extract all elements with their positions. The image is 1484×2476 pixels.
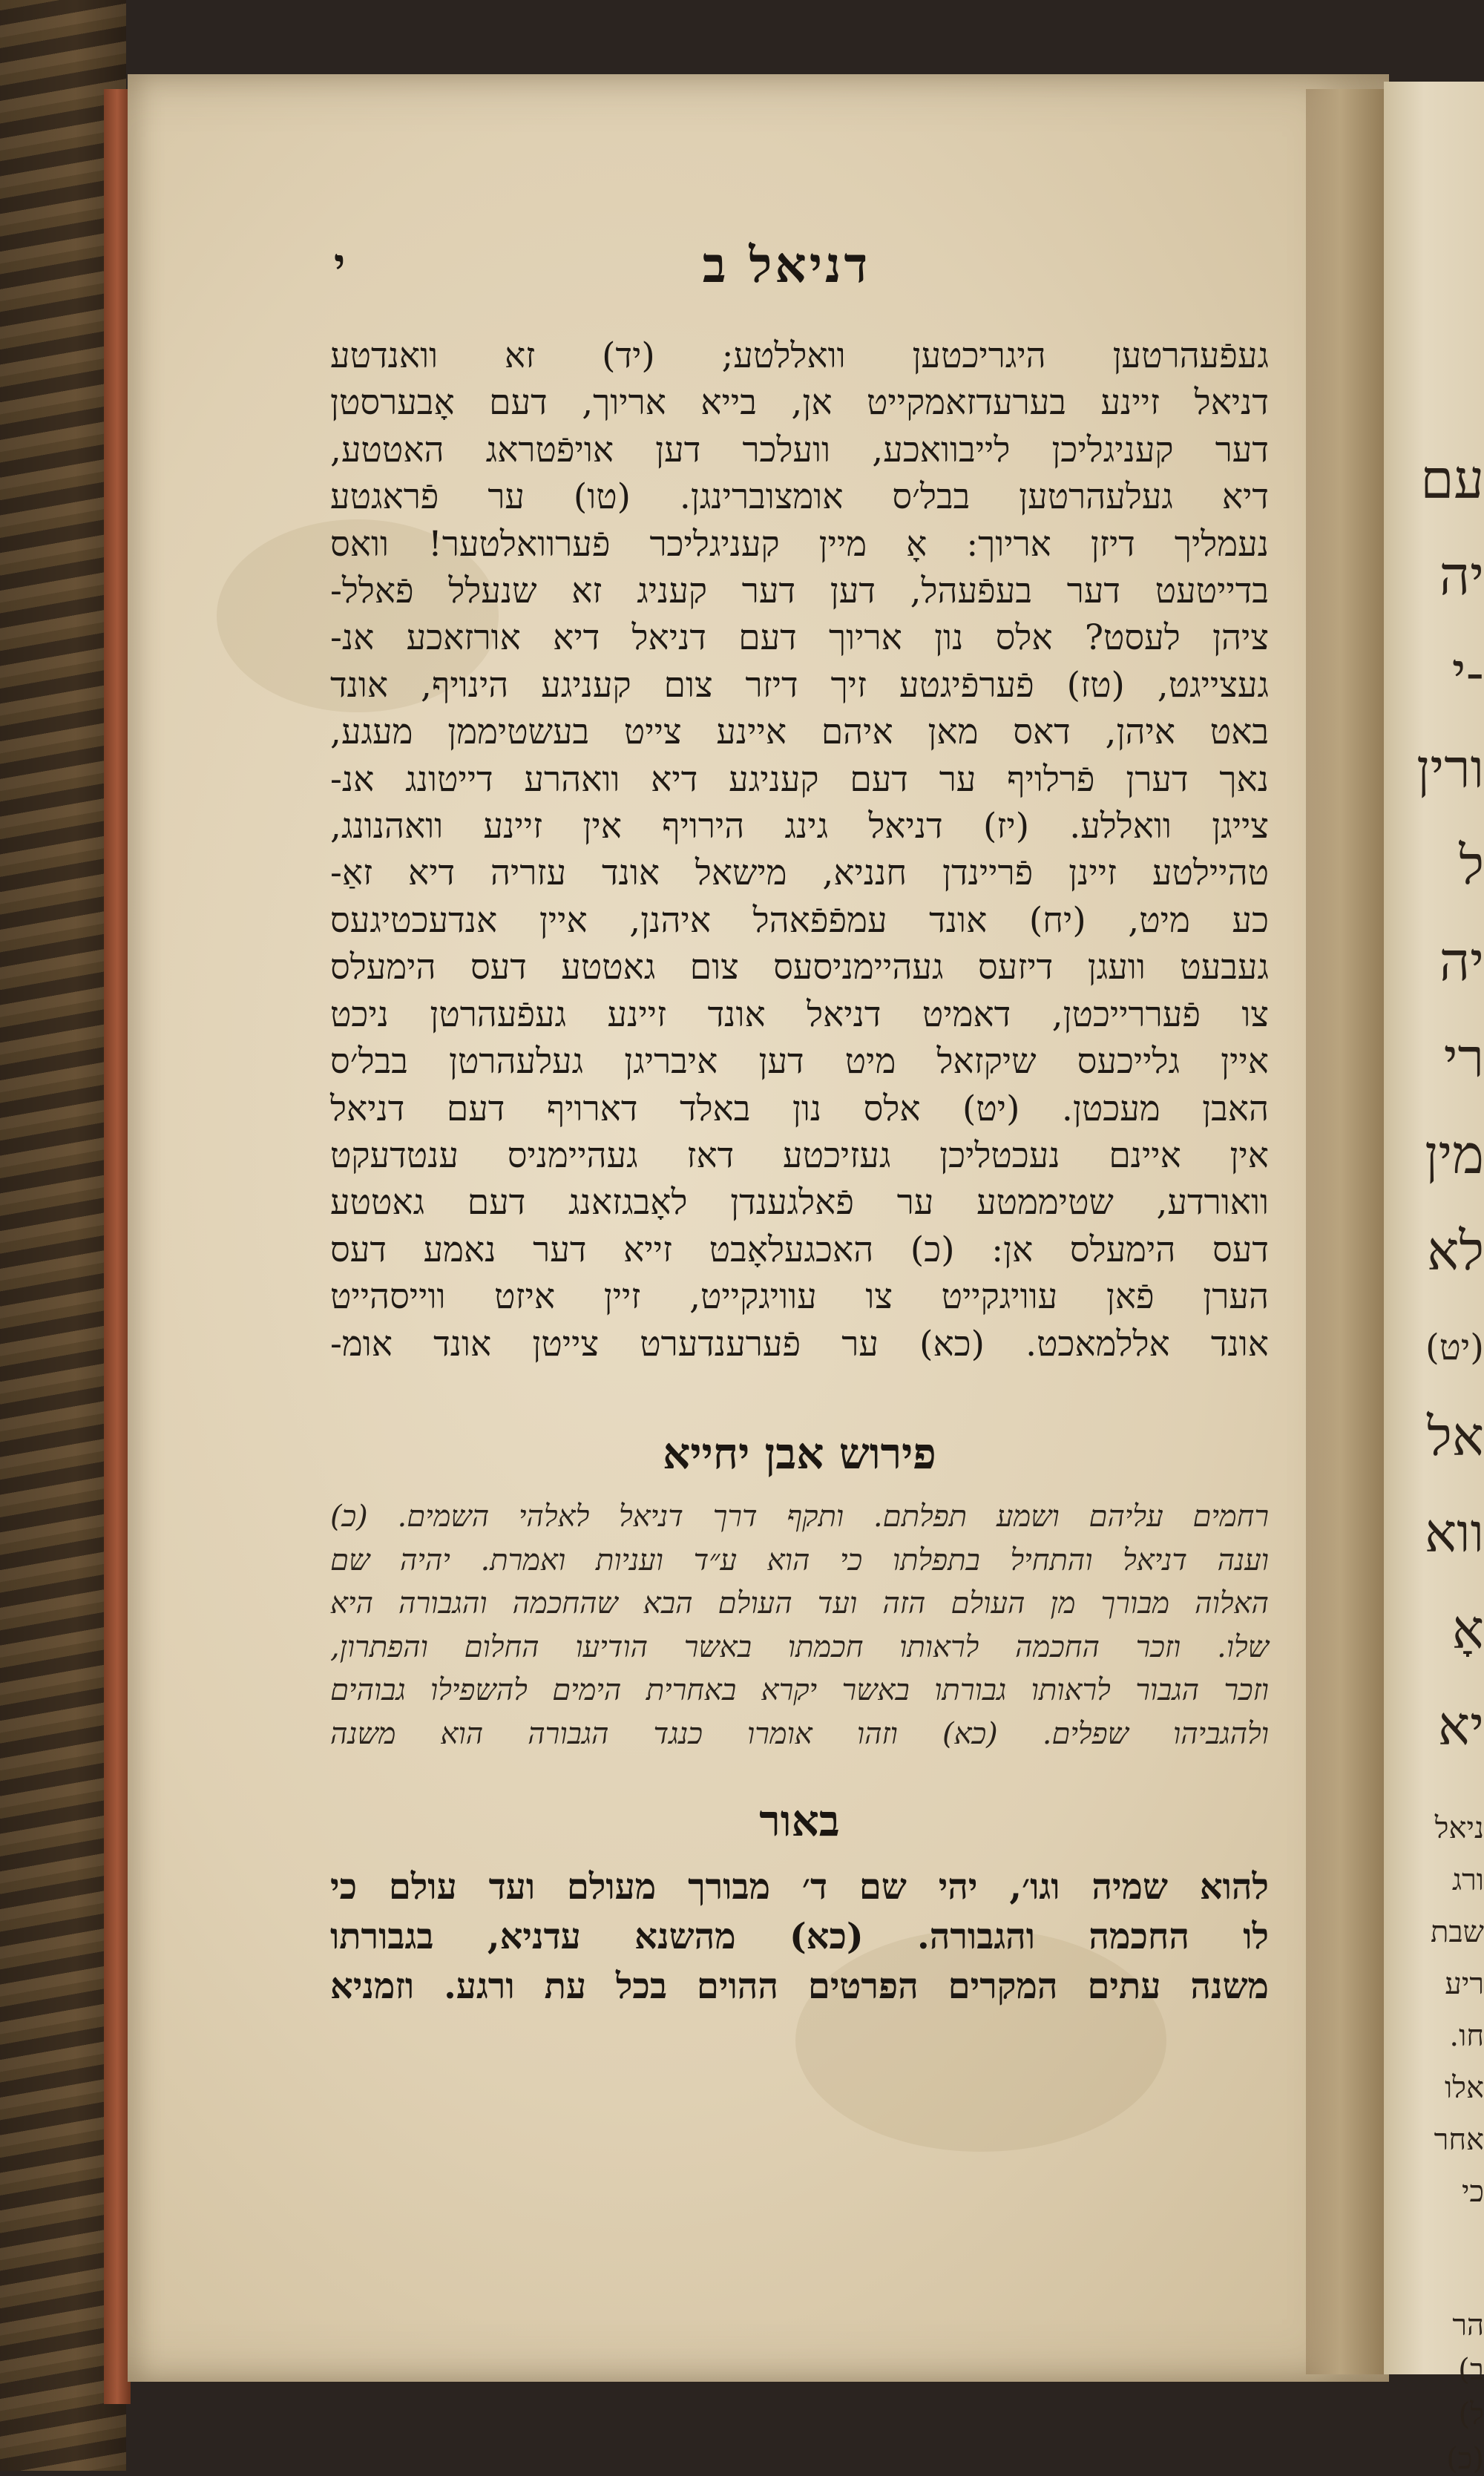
facing-line: אָ <box>1451 1598 1484 1661</box>
main-text-block <box>330 332 1269 1367</box>
facing-line: -י <box>1451 641 1484 703</box>
text-line: ציהן לעסט? אלס נון אריוך דעם דניאל דיא אורזאכע אנ- <box>330 617 1269 659</box>
biur-line: משנה עתים המקרים הפרטים ההוים בכל עת ורגע. וזמניא <box>330 1966 1269 2007</box>
facing-line: ווא <box>1424 1502 1484 1564</box>
text-line: איין גלייכעס שיקזאל מיט דען איבריגן געלעהרטן בבל׳ס <box>330 1041 1269 1083</box>
facing-small-line: חו. <box>1449 2019 1484 2053</box>
page-header <box>319 236 1306 303</box>
text-line: צו פֿעררייכטן, דאמיט דניאל אונד זיינע געפֿעהרטן ניכט <box>330 994 1269 1035</box>
running-title: דניאל ב <box>702 236 871 294</box>
facing-line: יה <box>1439 930 1484 993</box>
facing-line: לא <box>1427 1220 1484 1282</box>
facing-line: מין <box>1425 1123 1484 1186</box>
text-line: נאך דערן פֿרלויף ער דעם קעניגע דיא וואהרע דייטונג אנ- <box>330 758 1269 800</box>
facing-small-line: ניאל <box>1434 1811 1484 1845</box>
text-line: וואורדע, שטיממטע ער פֿאלגענדן לאָבגזאנג דעם גאטטע <box>330 1182 1269 1224</box>
commentary-title: פירוש אבן יחייא <box>663 1428 936 1479</box>
text-line: נעמליך דיזן אריוך: אָ מיין קעניגליכר פֿערוואלטער! וואס <box>330 523 1269 565</box>
facing-line: אל <box>1427 1405 1484 1468</box>
facing-small-line: ריע <box>1445 1967 1484 2001</box>
facing-line: יה <box>1439 545 1484 607</box>
folio-number: י <box>334 239 346 289</box>
text-line: צייגן וואללע. (יז) דניאל גינג הירויף אין זיינע וואהנונג, <box>330 806 1269 847</box>
text-line: געצייגט, (טז) פֿערפֿיגטע זיך דיזר צום קעניגע הינויף, אונד <box>330 664 1269 706</box>
facing-line: ורין <box>1416 738 1484 800</box>
facing-small-line: כי <box>1461 2175 1484 2209</box>
text-line: אין איינם נעכטליכן געזיכטע דאז געהיימניס ענטדעקט <box>330 1134 1269 1176</box>
cover-edge <box>104 89 131 2404</box>
facing-small-line: הר <box>1452 2308 1484 2342</box>
facing-page <box>1384 82 1484 2476</box>
biur-line: להוא שמיה וגו׳, יהי שם ד׳ מבורך מעולם ועד עולם כי <box>330 1866 1269 1908</box>
facing-line: (יט) <box>1425 1327 1484 1368</box>
text-line: דער קעניגליכן לייבוואכע, וועלכר דען אויפֿטראג האטטע, <box>330 429 1269 470</box>
facing-line: עם <box>1420 448 1484 510</box>
facing-small-line: שבת <box>1431 1915 1484 1949</box>
text-line: בדייטעט דער בעפֿעהל, דען דער קעניג זא שנעלל פֿאלל- <box>330 571 1269 612</box>
biur-line: לו החכמה והגבורה. (כא) מהשנא עדניא, בגבורתו <box>330 1916 1269 1957</box>
commentary-block <box>330 1495 1269 1756</box>
facing-small-line: ורג <box>1451 1863 1484 1897</box>
page-gutter <box>1306 89 1391 2374</box>
facing-small-line: ב) <box>1458 2353 1484 2387</box>
facing-line: ל <box>1459 834 1484 896</box>
commentary-line: וענה דניאל והתחיל בתפלתו כי הוא ע״ד ועניות ואמרת. יהיה שם <box>330 1543 1269 1577</box>
text-line: באט איהן, דאס מאן איהם איינע צייט בעשטיממן מעגע, <box>330 712 1269 753</box>
biur-block <box>330 1862 1269 2012</box>
text-line: דעס הימעלס אן: (כ) האכגעלאָבט זייא דער נאמע דעס <box>330 1229 1269 1270</box>
commentary-line: רחמים עליהם ושמע תפלתם. ותקף דרך דניאל לאלהי השמים. (כ) <box>330 1500 1269 1534</box>
text-line: דניאל זיינע בערעדזאמקייט אן, בייא אריוך, דעם אָבערסטן <box>330 382 1269 424</box>
text-line: הערן פֿאן עוויגקייט צו עוויגקייט, זיין איזט ווייסהייט <box>330 1276 1269 1318</box>
text-line: כע מיט, (יח) אונד עמפֿפֿאהל איהנן, איין אנדעכטיגעס <box>330 899 1269 941</box>
commentary-line: האלוה מבורך מן העולם הזה ועד העולם הבא שהחכמה והגבורה היא <box>330 1586 1269 1620</box>
text-line: האבן מעכטן. (יט) אלס נון באלד דארויף דעם דניאל <box>330 1088 1269 1129</box>
facing-line: יא <box>1437 1695 1484 1757</box>
text-line: אונד אללמאכט. (כא) ער פֿערענדערט צייטן אונד אומ- <box>330 1323 1269 1365</box>
text-line: דיא געלעהרטען בבל׳ס אומצוברינגן. (טו) ער פֿראגטע <box>330 476 1269 518</box>
commentary-line: ולהגביהו שפלים. (כא) וזהו אומרו כנגד הגבורה הוא משנה <box>330 1716 1269 1751</box>
facing-small-line: ל) <box>1458 2397 1484 2431</box>
commentary-line: שלו. וזכר החכמה לראותו חכמתו באשר הודיעו החלום והפתרון, <box>330 1629 1269 1664</box>
facing-small-line: אחר <box>1434 2123 1484 2157</box>
facing-small-line: אלו <box>1445 2071 1484 2105</box>
facing-small-line: (כ) <box>1446 2442 1484 2476</box>
text-line: טהיילטע זיינן פֿריינדן חנניא, מישאל אונד עזריה דיא זאַ- <box>330 853 1269 894</box>
text-line: געבעט וועגן דיזעס געהיימניסעס צום גאטטע דעס הימעלס <box>330 947 1269 988</box>
commentary-line: וזכר הגבור לראותו גבורתו באשר יקרא באחרית הימים להשפילו גבוהים <box>330 1673 1269 1707</box>
facing-line: רי <box>1443 1027 1484 1089</box>
text-line: געפֿעהרטען היגריכטען וואללטע; (יד) זא וואנדטע <box>330 335 1269 376</box>
biur-title: באור <box>759 1796 840 1846</box>
